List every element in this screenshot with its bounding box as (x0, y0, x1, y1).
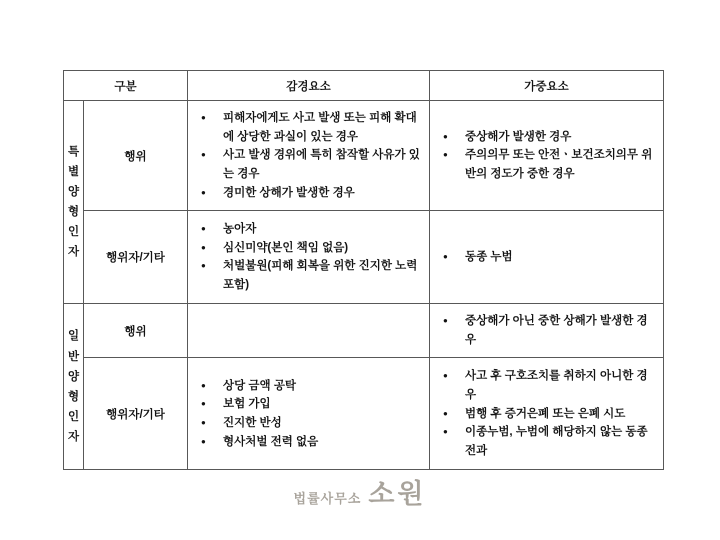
table-header-row (64, 71, 664, 101)
table-row (64, 211, 664, 304)
header-category: 구분 (64, 71, 188, 101)
table-row (64, 101, 664, 211)
factor-item: ● 중상해가 발생한 경우 (439, 128, 655, 147)
factor-item: ● 사고 후 구호조치를 취하지 아니한 경우 (439, 367, 655, 404)
factor-item: ● 중상해가 아닌 중한 상해가 발생한 경우 (439, 312, 655, 349)
factor-item: ● 범행 후 증거은폐 또는 은폐 시도 (439, 405, 655, 424)
sentencing-factors-table (63, 70, 664, 470)
row-label-actor-etc: 행위자/기타 (84, 211, 188, 304)
row-label-act: 행위 (84, 304, 188, 358)
factor-item: ● 피해자에게도 사고 발생 또는 피해 확대에 상당한 과실이 있는 경우 (197, 109, 421, 146)
factor-item: ● 농아자 (197, 220, 421, 239)
aggravating-cell (430, 304, 664, 358)
logo-name-text: 소원 (368, 479, 427, 509)
mitigating-cell (188, 358, 430, 470)
aggravating-cell (430, 358, 664, 470)
factor-item: ● 주의의무 또는 안전ㆍ보건조치의무 위반의 정도가 중한 경우 (439, 146, 655, 183)
row-label-actor-etc: 행위자/기타 (84, 358, 188, 470)
factor-item: ● 심신미약(본인 책임 없음) (197, 239, 421, 258)
header-mitigating-factors: 감경요소 (188, 71, 430, 101)
group-label-text: 일반양형인자 (67, 330, 80, 443)
factor-item: ● 상당 금액 공탁 (197, 377, 421, 396)
factor-item: ● 동종 누범 (439, 248, 655, 267)
aggravating-cell (430, 101, 664, 211)
factor-item: ● 형사처벌 전력 없음 (197, 433, 421, 452)
law-firm-logo (0, 472, 720, 511)
mitigating-cell-empty (188, 304, 430, 358)
factor-item: ● 보험 가입 (197, 395, 421, 414)
mitigating-cell (188, 101, 430, 211)
mitigating-cell (188, 211, 430, 304)
mitigating-list (197, 109, 421, 202)
group-label-general-sentencing (64, 304, 84, 470)
factor-item: ● 이종누범, 누범에 해당하지 않는 동종 전과 (439, 423, 655, 460)
aggravating-list (439, 248, 655, 267)
factor-item: ● 사고 발생 경위에 특히 참작할 사유가 있는 경우 (197, 146, 421, 183)
aggravating-cell (430, 211, 664, 304)
group-label-text: 특별양형인자 (67, 145, 80, 259)
factor-item: ● 진지한 반성 (197, 414, 421, 433)
logo-prefix-text: 법률사무소 (293, 491, 362, 506)
aggravating-list (439, 312, 655, 349)
row-label-act: 행위 (84, 101, 188, 211)
header-aggravating-factors: 가중요소 (430, 71, 664, 101)
aggravating-list (439, 367, 655, 460)
mitigating-list (197, 220, 421, 295)
aggravating-list (439, 128, 655, 184)
mitigating-list (197, 377, 421, 452)
factor-item: ● 경미한 상해가 발생한 경우 (197, 184, 421, 203)
table-row (64, 304, 664, 358)
group-label-special-sentencing (64, 101, 84, 304)
table-row (64, 358, 664, 470)
factor-item: ● 처벌불원(피해 회복을 위한 진지한 노력 포함) (197, 257, 421, 294)
